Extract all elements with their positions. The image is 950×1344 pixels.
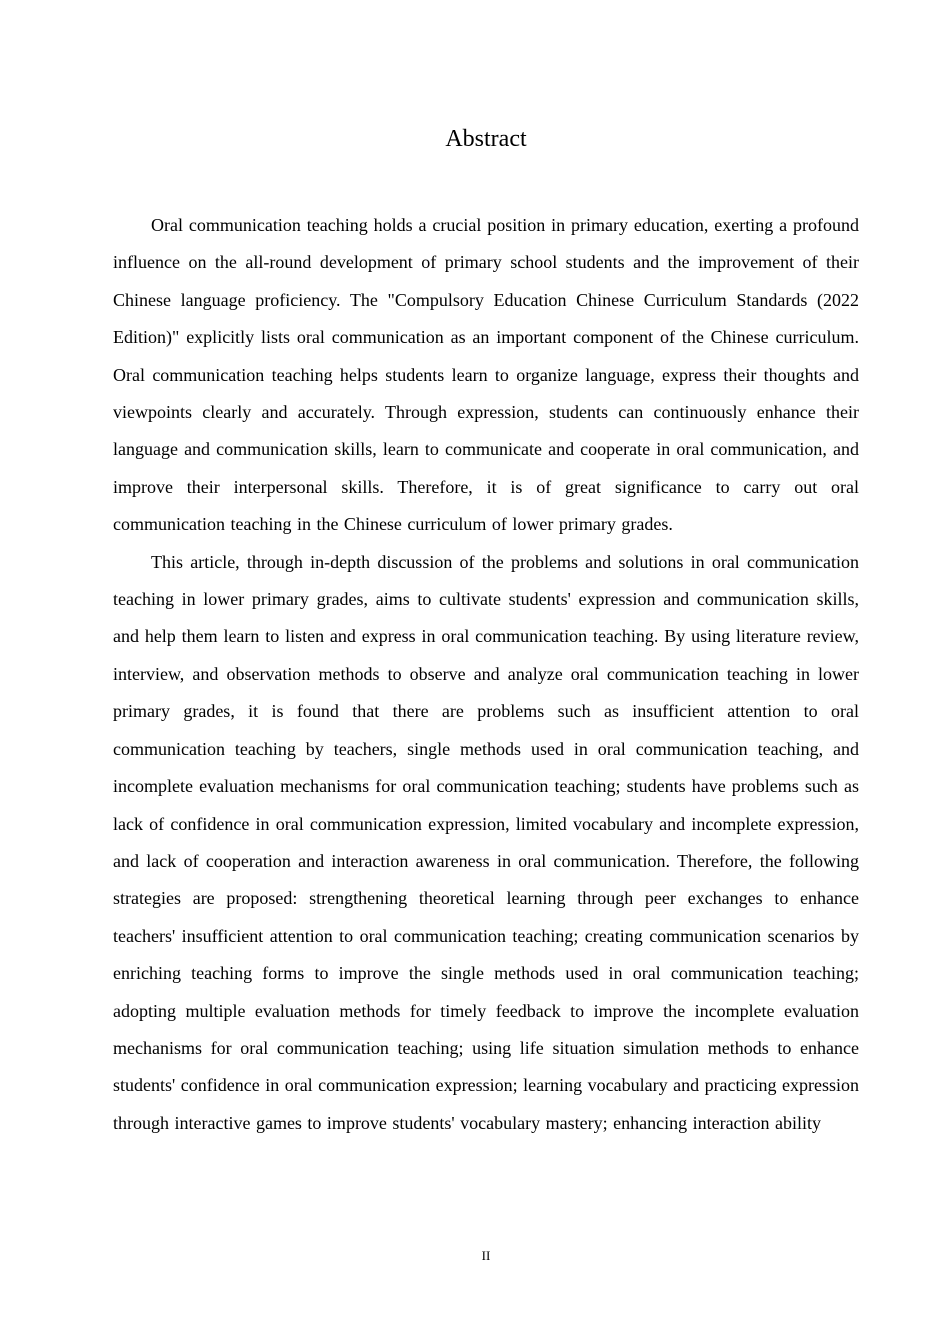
abstract-body	[113, 207, 859, 1142]
abstract-paragraph-2: This article, through in-depth discussion of the problems and solutions in oral communication teaching in lower primary grades, aims to cultivate students' expression and communication skills, and help them learn to listen and express in oral communication teaching. By using literature review, interview, and observation methods to observe and analyze oral communication teaching in lower primary grades, it is found that there are problems such as insufficient attention to oral communication teaching by teachers, single methods used in oral communication teaching, and incomplete evaluation mechanisms for oral communication teaching; students have problems such as lack of confidence in oral communication expression, limited vocabulary and incomplete expression, and lack of cooperation and interaction awareness in oral communication. Therefore, the following strategies are proposed: strengthening theoretical learning through peer exchanges to enhance teachers' insufficient attention to oral communication teaching; creating communication scenarios by enriching teaching forms to improve the single methods used in oral communication teaching; adopting multiple evaluation methods for timely feedback to improve the incomplete evaluation mechanisms for oral communication teaching; using life situation simulation methods to enhance students' confidence in oral communication expression; learning vocabulary and practicing expression through interactive games to improve students' vocabulary mastery; enhancing interaction ability	[113, 551, 860, 1133]
abstract-title: Abstract	[445, 126, 527, 152]
abstract-paragraph-1: Oral communication teaching holds a crucial position in primary education, exerting a profound influence on the all-round development of primary school students and the improvement of their Chinese language proficiency. The "Compulsory Education Chinese Curriculum Standards (2022 Edition)" explicitly lists oral communication as an important component of the Chinese curriculum. Oral communication teaching helps students learn to organize language, express their thoughts and viewpoints clearly and accurately. Through expression, students can continuously enhance their language and communication skills, learn to communicate and cooperate in oral communication, and improve their interpersonal skills. Therefore, it is of great significance to carry out oral communication teaching in the Chinese curriculum of lower primary grades.	[113, 215, 859, 535]
page-number: II	[481, 1248, 491, 1263]
